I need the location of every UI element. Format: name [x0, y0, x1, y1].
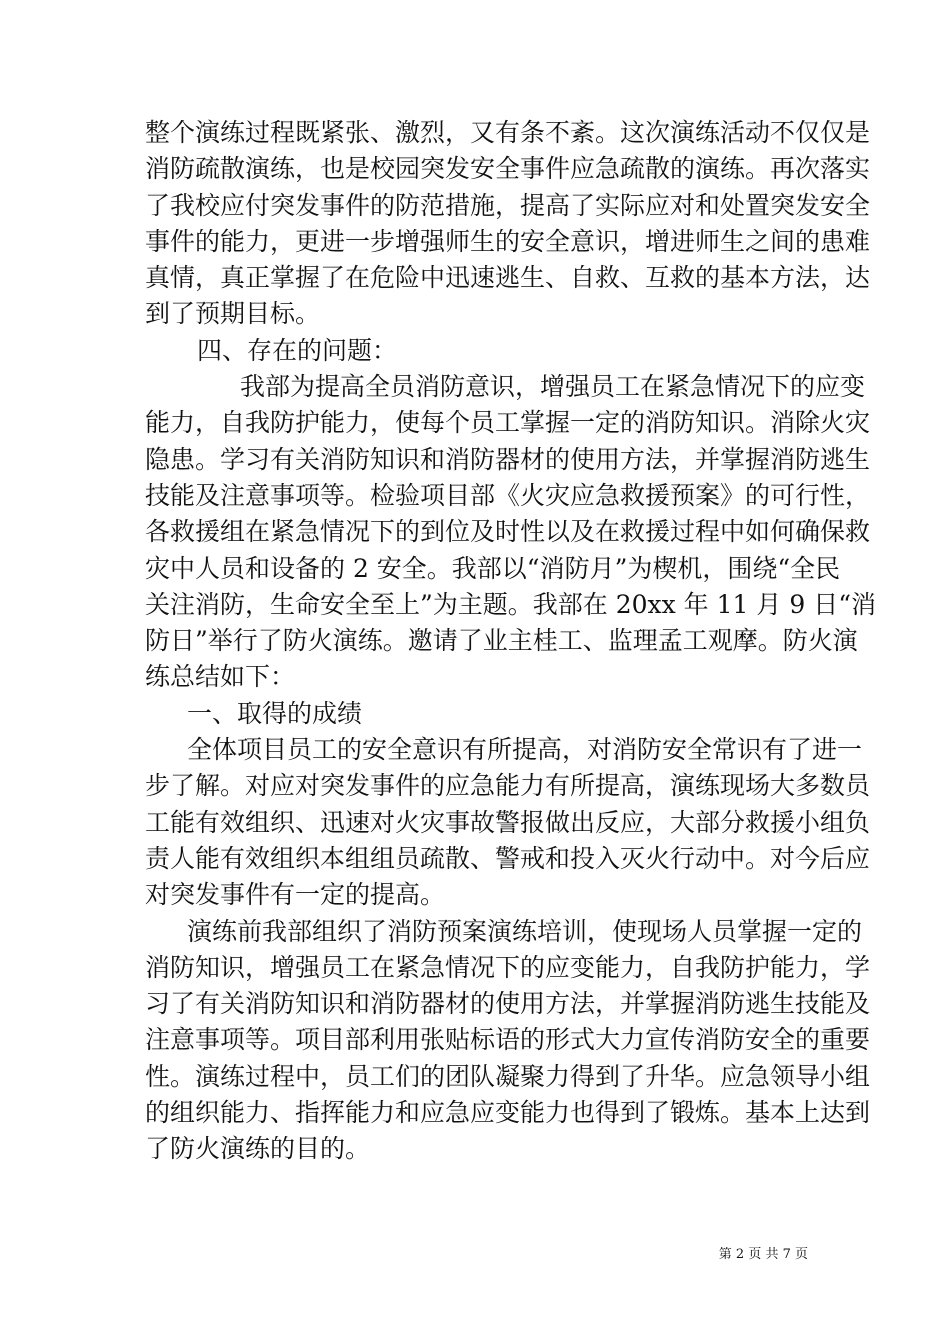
document-body: [145, 115, 876, 1168]
text-line: 能力，自我防护能力，使每个员工掌握一定的消防知识。消除火灾: [145, 408, 871, 438]
text-line: 注意事项等。项目部利用张贴标语的形式大力宣传消防安全的重要: [145, 1025, 871, 1055]
text-line: 各救援组在紧急情况下的到位及时性以及在救援过程中如何确保救: [145, 517, 871, 547]
text-line: 工能有效组织、迅速对火灾事故警报做出反应，大部分救援小组负: [145, 807, 871, 837]
text-line: 的组织能力、指挥能力和应急应变能力也得到了锻炼。基本上达到: [145, 1098, 871, 1128]
text-line: 全体项目员工的安全意识有所提高，对消防安全常识有了进一: [187, 735, 863, 765]
text-line: 习了有关消防知识和消防器材的使用方法，并掌握消防逃生技能及: [145, 989, 871, 1019]
section-heading: 一、取得的成绩: [187, 698, 363, 728]
text-line: 技能及注意事项等。检验项目部《火灾应急救援预案》的可行性，: [145, 480, 871, 510]
text-line: 了防火演练的目的。: [145, 1134, 371, 1164]
text-line: 对突发事件有一定的提高。: [145, 880, 446, 910]
section-heading: 四、存在的问题：: [197, 335, 398, 365]
paragraph: [145, 369, 876, 696]
text-line: 责人能有效组织本组组员疏散、警戒和投入灭火行动中。对今后应: [145, 843, 871, 873]
paragraph: [145, 732, 871, 913]
text-line: 关注消防，生命安全至上”为主题。我部在 20xx 年 11 月 9 日“消: [145, 589, 876, 619]
text-line: 灾中人员和设备的 2 安全。我部以“消防月”为楔机，围绕“全民: [145, 553, 841, 583]
text-line: 防日”举行了防火演练。邀请了业主桂工、监理孟工观摩。防火演: [145, 626, 858, 656]
text-line: 到了预期目标。: [145, 299, 321, 329]
text-line: 消防知识，增强员工在紧急情况下的应变能力，自我防护能力，学: [145, 952, 871, 982]
text-line: 步了解。对应对突发事件的应急能力有所提高，演练现场大多数员: [145, 771, 871, 801]
text-line: 事件的能力，更进一步增强师生的安全意识，增进师生之间的患难: [145, 226, 871, 256]
text-line: 隐患。学习有关消防知识和消防器材的使用方法，并掌握消防逃生: [145, 444, 871, 474]
paragraph: [145, 914, 871, 1168]
text-line: 演练前我部组织了消防预案演练培训，使现场人员掌握一定的: [187, 916, 863, 946]
text-line: 真情，真正掌握了在危险中迅速逃生、自救、互救的基本方法，达: [145, 263, 871, 293]
text-line: 了我校应付突发事件的防范措施，提高了实际应对和处置突发安全: [145, 190, 871, 220]
text-line: 练总结如下：: [145, 662, 296, 692]
paragraph: [145, 115, 871, 333]
text-line: 性。演练过程中，员工们的团队凝聚力得到了升华。应急领导小组: [145, 1061, 871, 1091]
text-line: 整个演练过程既紧张、激烈，又有条不紊。这次演练活动不仅仅是: [145, 118, 871, 147]
text-line: 消防疏散演练，也是校园突发安全事件应急疏散的演练。再次落实: [145, 154, 871, 184]
page-number: 第 2 页 共 7 页: [718, 1247, 808, 1262]
text-line: 我部为提高全员消防意识，增强员工在紧急情况下的应变: [240, 372, 866, 402]
